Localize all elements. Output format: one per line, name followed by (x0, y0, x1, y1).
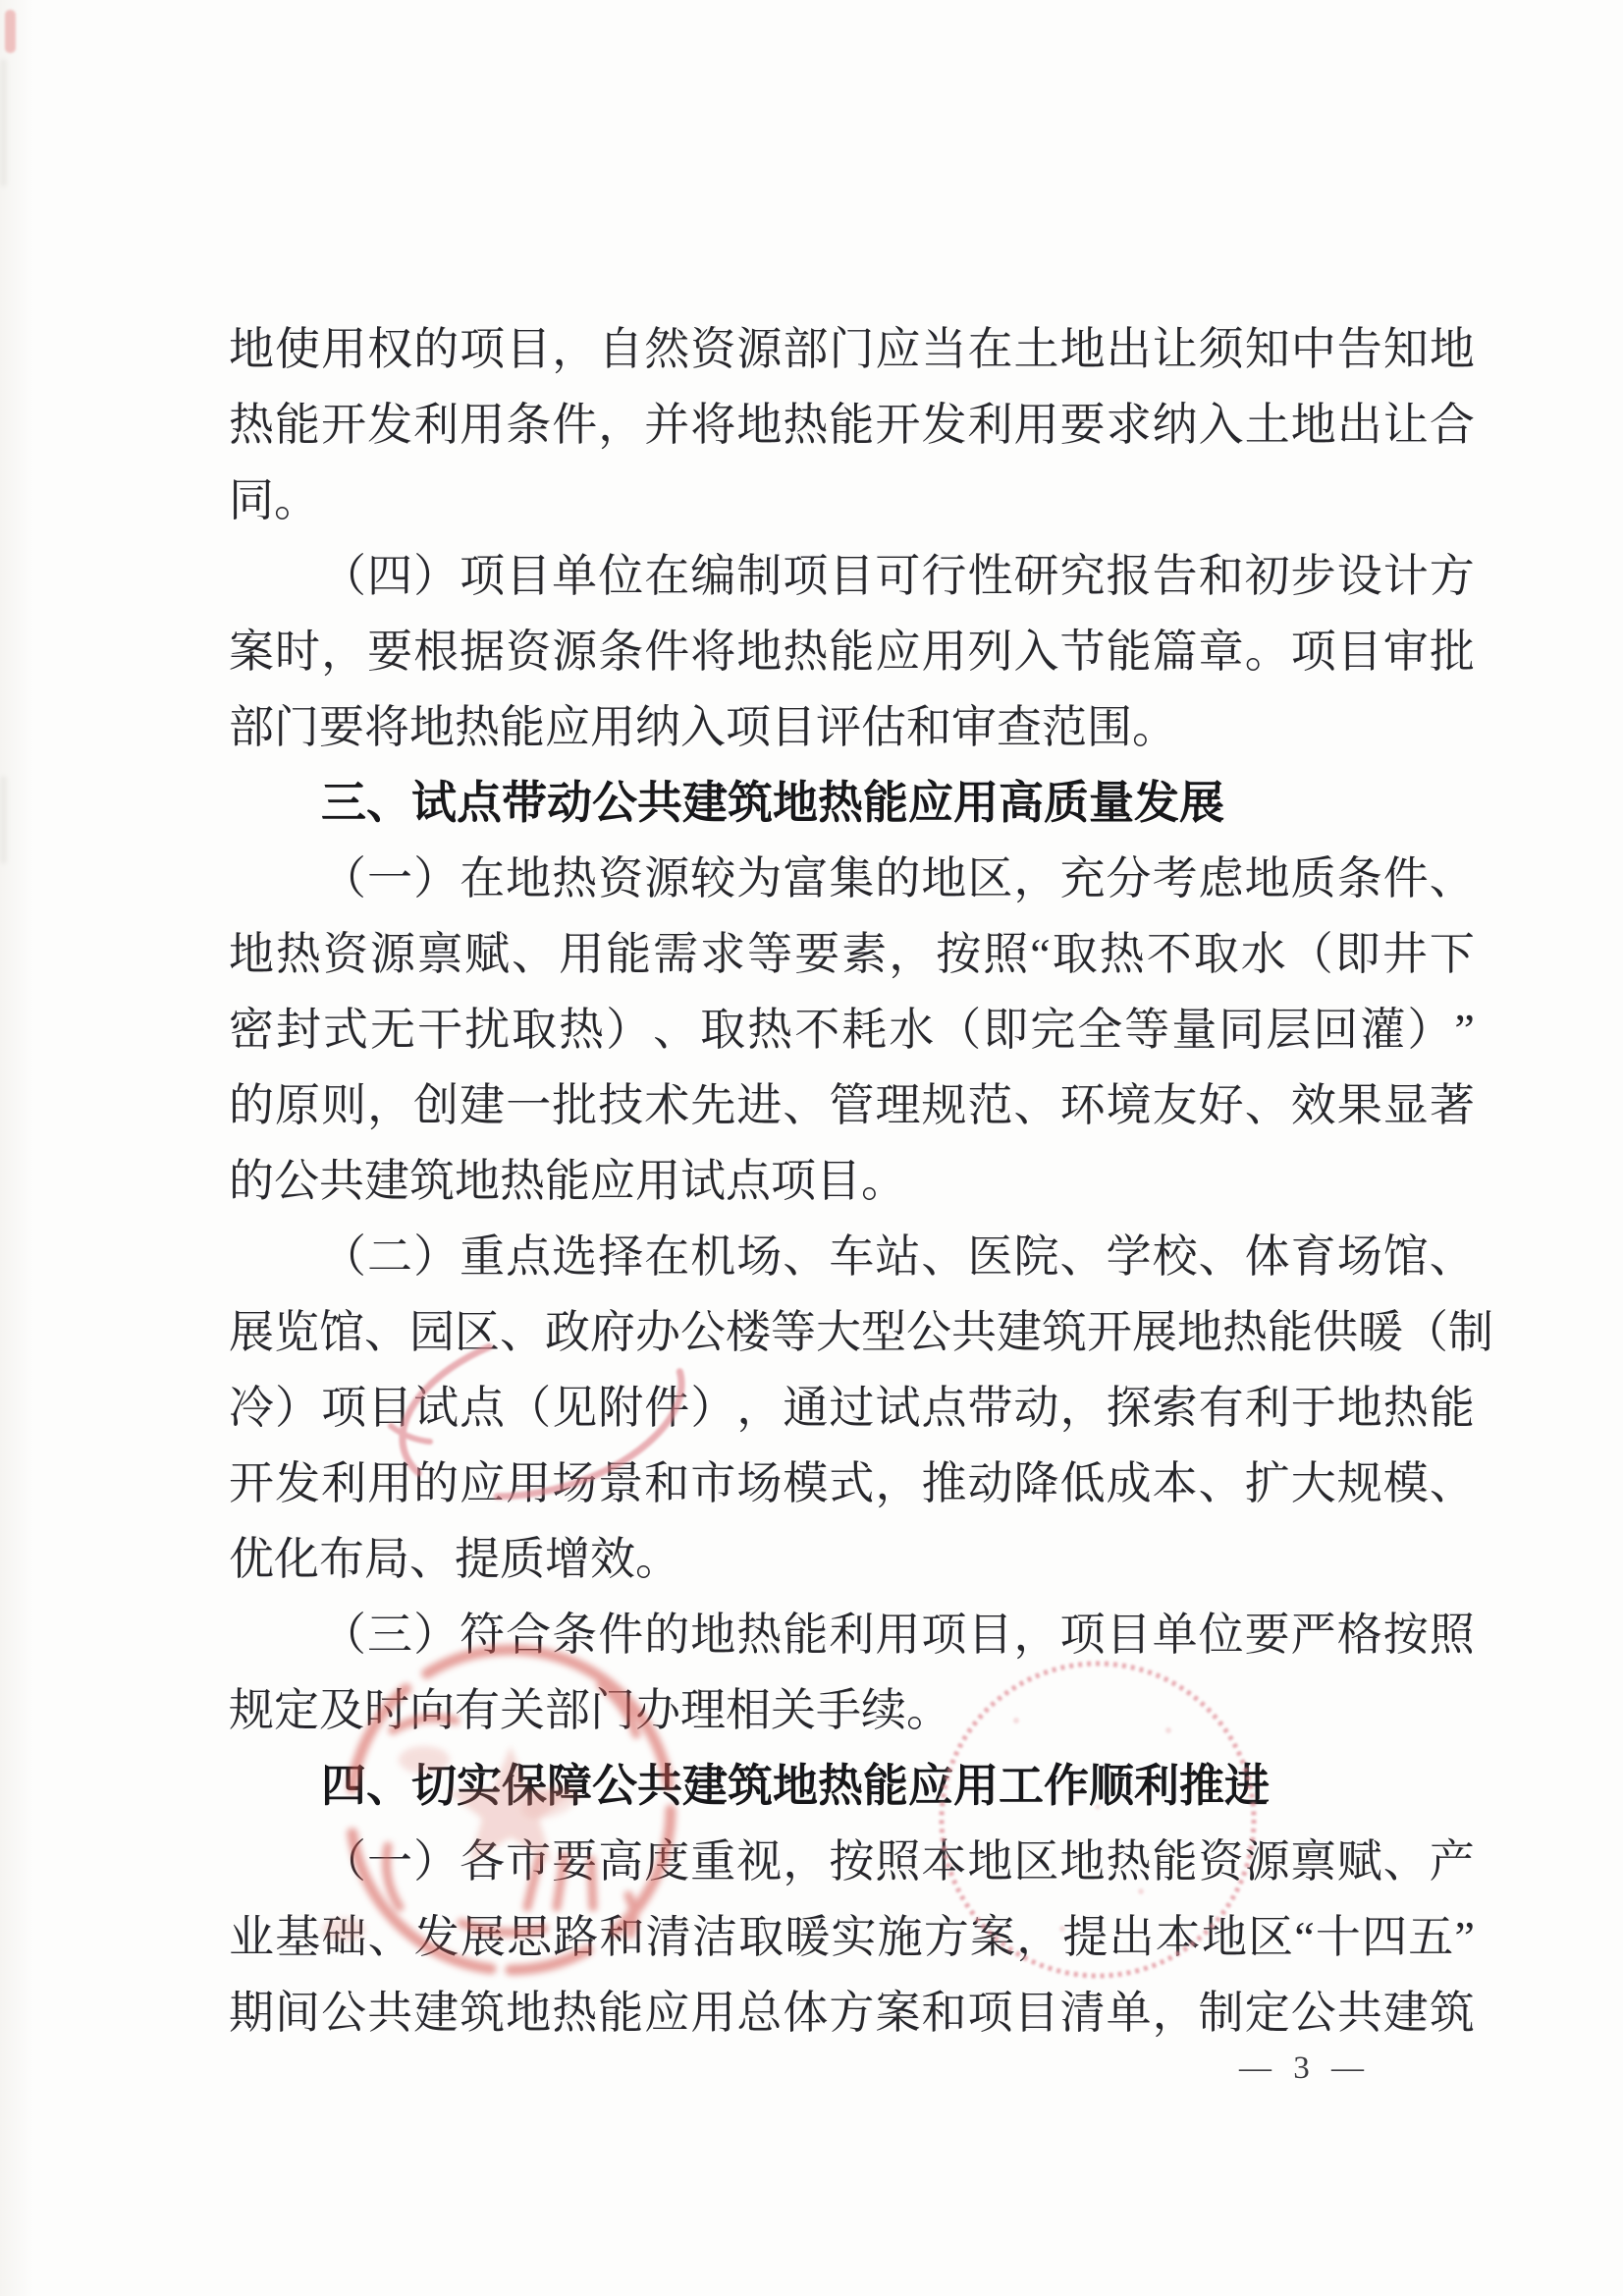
red-edge-mark-icon (5, 10, 16, 53)
text-line: （ 三 ） 符 合 条 件 的 地 热 能 利 用 项 目 ， 项 目 单 位 要 严 格 按 照 (321, 1610, 1475, 1660)
text-line: 地 使 用 权 的 项 目 ， 自 然 资 源 部 门 应 当 在 土 地 出 让 须 知 中 告 知 地 (229, 324, 1475, 374)
text-line: 展 览 馆 、 园 区 、 政 府 办 公 楼 等 大 型 公 共 建 筑 开 展 地 热 能 供 暖 （ 制 (229, 1307, 1493, 1357)
text-line: 密 封 式 无 干 扰 取 热 ） 、 取 热 不 耗 水 （ 即 完 全 等 量 同 层 回 灌 ） ” (229, 1005, 1475, 1055)
text-line: 期 间 公 共 建 筑 地 热 能 应 用 总 体 方 案 和 项 目 清 单 ， 制 定 公 共 建 筑 (229, 1988, 1475, 2038)
text-line: （ 一 ） 在 地 热 资 源 较 为 富 集 的 地 区 ， 充 分 考 虑 地 质 条 件 、 (321, 853, 1475, 903)
section-heading: 三、试点带动公共建筑地热能应用高质量发展 (321, 777, 1224, 828)
text-line: 同。 (229, 475, 319, 525)
text-line: （ 四 ） 项 目 单 位 在 编 制 项 目 可 行 性 研 究 报 告 和 初 步 设 计 方 (321, 551, 1475, 601)
text-line: 的公共建筑地热能应用试点项目。 (229, 1156, 906, 1206)
document-lines (229, 311, 1493, 2050)
text-line: 规定及时向有关部门办理相关手续。 (229, 1685, 951, 1735)
text-line: 优化布局、提质增效。 (229, 1534, 680, 1584)
text-line: （ 一 ） 各 市 要 高 度 重 视 ， 按 照 本 地 区 地 热 能 资 源 禀 赋 、 产 (321, 1836, 1475, 1886)
text-line: 地 热 资 源 禀 赋 、 用 能 需 求 等 要 素 ， 按 照 “ 取 热 不 取 水 （ 即 井 下 (229, 929, 1475, 979)
text-line: 的 原 则 ， 创 建 一 批 技 术 先 进 、 管 理 规 范 、 环 境 友 好 、 效 果 显 著 (229, 1080, 1475, 1130)
text-line: 部门要将地热能应用纳入项目评估和审查范围。 (229, 702, 1177, 752)
page-number: — 3 — (1239, 2050, 1371, 2086)
section-heading: 四、切实保障公共建筑地热能应用工作顺利推进 (321, 1760, 1270, 1811)
text-line: 热 能 开 发 利 用 条 件 ， 并 将 地 热 能 开 发 利 用 要 求 纳 入 土 地 出 让 合 (229, 400, 1475, 450)
text-line: 业 基 础 、 发 展 思 路 和 清 洁 取 暖 实 施 方 案 ， 提 出 本 地 区 “ 十 四 五 ” (229, 1912, 1475, 1962)
text-line: 冷 ） 项 目 试 点 （ 见 附 件 ） ， 通 过 试 点 带 动 ， 探 索 有 利 于 地 热 能 (229, 1383, 1475, 1433)
scan-edge-smudge (0, 776, 7, 864)
text-line: （ 二 ） 重 点 选 择 在 机 场 、 车 站 、 医 院 、 学 校 、 体 育 场 馆 、 (321, 1231, 1475, 1282)
text-line: 开 发 利 用 的 应 用 场 景 和 市 场 模 式 ， 推 动 降 低 成 本 、 扩 大 规 模 、 (229, 1458, 1475, 1508)
text-line: 案 时 ， 要 根 据 资 源 条 件 将 地 热 能 应 用 列 入 节 能 篇 章 。 项 目 审 批 (229, 627, 1475, 677)
scan-edge-smudge (0, 59, 7, 187)
